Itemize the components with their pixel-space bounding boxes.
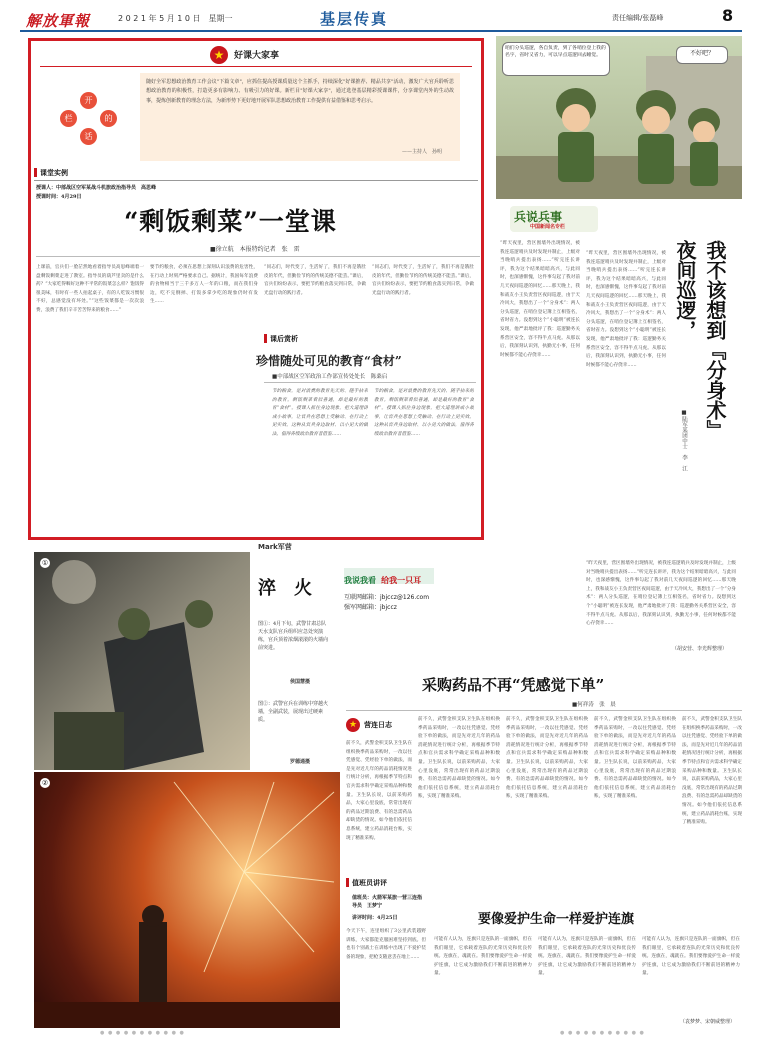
article-byline: ■徐立航 本报特约记者 张 雷: [210, 246, 300, 253]
opening-char: 的: [100, 110, 117, 127]
photo-1-caption: 图①：4月下旬，武警甘肃总队天水支队官兵组织应急处突演练，官兵顶着浓烟滚滚的火墙向前突进。: [258, 621, 328, 651]
drug-article-title: 采购药品不再“凭感觉下单”: [422, 676, 605, 694]
contact-logo-text: 我说我看: [344, 575, 376, 585]
instructor-title: 要像爱护生命一样爱护连旗: [478, 912, 635, 927]
footer-decoration: ● ● ● ● ● ● ● ● ● ● ●: [560, 1030, 645, 1036]
soldiers-talk-body-col2: “昨天夜里，营区围墙外出现情况，被我连巡逻哨兵及时发现并制止，上级对当晚哨兵提出表扬……”听完连长讲评，我为这个结果暗暗高兴，与此同时，也深感惭愧，这件事勾起了我对前几天夜间巡逻的回忆……那天晚上，我和战友小王负责营区夜间巡逻，由于天冷风大，我想出了一个“分身术”：两人分头巡逻，在哨位登记簿上互相签名，省时省力。没想到这个“小聪明”被连长发现，他严肃地批评了我：巡逻勤务关系营区安全，容不得半点马虎。从那以后，我深刻认识到，执勤无小事，任何时候都不能心存侥幸……: [586, 251, 666, 368]
drug-article-body-col5: 前不久，武警金积支队卫生队在组织换季药品采购时，一改以往凭感觉、凭经验下单的做法，而是先对近几年的药品消耗情况进行统计分析，再根据季节特点和官兵需求科学确定采购品种和数量。卫生队长说，以前采购药品，大家心里没底，常常出现有的药品过期浪费、有的急需药品却缺货的情况。如今他们依托信息系统，建立药品消耗台账，实现了精准采购。: [682, 717, 742, 826]
soldiers-talk-headline-2: [702, 240, 742, 530]
page-number: 8: [722, 6, 734, 25]
mark-title: 淬 火: [258, 578, 312, 599]
class-time-line: 授课时间：4月29日: [36, 194, 82, 200]
photo-2-credit: 罗德通摄: [290, 759, 311, 765]
divider: [34, 180, 478, 181]
section-title: 基层传真: [320, 10, 389, 28]
opening-badge: [60, 92, 116, 148]
contact-email[interactable]: 互联网邮箱：jbjccz@126.com: [344, 594, 430, 601]
soldiers-talk-logo-box: [510, 206, 598, 232]
speech-bubble-right: 不好吧？: [676, 46, 728, 64]
fire-training-photo: [34, 772, 340, 1028]
drug-article-byline: ■何祥涛 张 晨: [572, 702, 616, 708]
opening-char: 栏: [60, 110, 77, 127]
drug-article-tag: 营连日志: [364, 721, 392, 729]
teacher-line: 授课人：中部战区空军某战斗机旅政治指导员 高思峰: [36, 185, 157, 191]
sub-article-byline: ■中部战区空军政治工作部宣传处处长 陈桑启: [272, 374, 388, 380]
footer-decoration: ● ● ● ● ● ● ● ● ● ● ●: [100, 1030, 185, 1036]
headline-line2: 我不该想到『分身术』: [703, 240, 727, 440]
tag-after-class: 课后赏析: [270, 335, 298, 343]
sub-article-title: 珍惜随处可见的教育“食材”: [256, 354, 402, 368]
instructor-tag: 值班员讲评: [352, 879, 387, 887]
issue-date: 2 0 2 1 年 5 月 1 0 日 星期一: [118, 14, 233, 23]
opening-char: 开: [80, 92, 97, 109]
soldiers-talk-signature: （胡安营、李光辉整理）: [672, 646, 728, 652]
drug-article-body-col2: 前不久，武警金积支队卫生队在组织换季药品采购时，一改以往凭感觉、凭经验下单的做法，而是先对近几年的药品消耗情况进行统计分析，再根据季节特点和官兵需求科学确定采购品种和数量。卫生队长说，以前采购药品，大家心里没底，常常出现有的药品过期浪费、有的急需药品却缺货的情况。如今他们依托信息系统，建立药品消耗台账，实现了精准采购。: [418, 717, 500, 800]
article-title: “剩饭剩菜”一堂课: [124, 207, 337, 236]
divider: [264, 382, 476, 383]
instructor-speaker: 值班员：火箭军某旅一营三连指导员 王梦宁: [352, 895, 423, 909]
contact-logo: [344, 568, 434, 584]
contact-army-email[interactable]: 强军网邮箱：jbjccz: [344, 604, 397, 611]
instructor-body-col3: 可能有人认为，连旗只是连队的一面旗帜，但在我们眼里，它承载着连队的光荣历史和优良传统。连旗在，魂就在。我们要像爱护生命一样爱护连旗，让它成为激励我们不断前进的精神力量。: [538, 937, 636, 977]
drug-article-body-col3: 前不久，武警金积支队卫生队在组织换季药品采购时，一改以往凭感觉、凭经验下单的做法，而是先对近几年的药品消耗情况进行统计分析，再根据季节特点和官兵需求科学确定采购品种和数量。卫生队长说，以前采购药品，大家心里没底，常常出现有的药品过期浪费、有的急需药品却缺货的情况。如今他们依托信息系统，建立药品消耗台账，实现了精准采购。: [506, 717, 588, 800]
article-body-col2: 要节约粮食，必须在思想上深刻认识浪费的危害性，在行动上时刻严格要求自己。据统计，我国每年浪费的食物相当于三千多万人一年的口粮，而在我们身边，吃不完倒掉、打饭多拿少吃的现象仍时有发生……: [150, 265, 258, 305]
opening-signature: ——主持人 孙明: [402, 149, 443, 155]
cartoon-photo: [496, 36, 742, 199]
instructor-signature: （袁梦梦、宋朝威整理）: [680, 1019, 736, 1025]
soldiers-talk-logo: 兵说兵事: [514, 210, 563, 224]
divider: [36, 256, 480, 257]
soldiers-talk-author: ■陆军某团中士 李 江: [681, 410, 687, 471]
tag-class-example: 课堂实例: [40, 169, 68, 177]
photo-1: [34, 552, 250, 770]
photo-1-credit: 侯国慧摄: [290, 679, 311, 685]
contact-logo-text-2: 给我一只耳: [381, 575, 422, 585]
instructor-time: 讲评时间：4月25日: [352, 915, 398, 921]
drug-article-body-col1: 前不久，武警金积支队卫生队在组织换季药品采购时，一改以往凭感觉、凭经验下单的做法，而是先对近几年的药品消耗情况进行统计分析，再根据季节特点和官兵需求科学确定采购品种和数量。卫生队长说，以前采购药品，大家心里没底，常常出现有的药品过期浪费、有的急需药品却缺货的情况。如今他们依托信息系统，建立药品消耗台账，实现了精准采购。: [346, 741, 412, 841]
banner-divider: [40, 66, 472, 67]
opening-char: 话: [80, 128, 97, 145]
star-icon: ★: [346, 718, 360, 732]
article-body-col3: “同志们，时代变了，生活好了，我们不再是饿肚皮的年代，但勤俭节约的传统美德不能丢。”课后，官兵们纷纷表示，要把节约粮食落实到日常，争做光盘行动的践行者。: [264, 265, 366, 296]
article-body-col1: 上课前，官兵们一脸茫然地看着指导员高思峰端着一盘剩饭剩菜走进了教室。指导员的葫芦里卖的是什么药？“大家吃得咽好这种不平常的饭菜怎么样？饱饭得很美味，有时有一些人拍起桌子，有的人吃饭习惯很不好，总感觉没有坏处。”“这些饭菜都是一次次浪费，浪费了我们辛辛苦苦得来的粮食……”: [36, 265, 144, 313]
tag-marker: [34, 168, 37, 177]
editor-credit: 责任编辑/张磊峰: [612, 14, 664, 22]
sub-article-body-col2: 节约粮食，是对浪费的教育先天的、随手拈来的教育。剩饭剩菜看似普通，却是最好的教育“食材”。授课人抓住身边现象，把大道理讲成小故事，让官兵在思想上受触动、在行动上见实效。这种从官兵身边取材、以小见大的做法，值得各级政治教育者借鉴……: [374, 389, 474, 437]
soldiers-shield-photo: [34, 552, 250, 770]
instructor-body: 今天下午，连里组织了3公里武装越野训练，大家都能克服困难坚持到底。但也有个别战士在训练中出现了不爱护装备的现象，把枪支随意丢在地上……: [346, 929, 426, 960]
headline-line1: 夜间巡逻，: [673, 240, 697, 340]
instructor-body-col2: 可能有人认为，连旗只是连队的一面旗帜，但在我们眼里，它承载着连队的光荣历史和优良传统。连旗在，魂就在。我们要像爱护生命一样爱护连旗，让它成为激励我们不断前进的精神力量。: [434, 937, 532, 977]
divider: [346, 710, 742, 711]
star-icon: ★: [210, 46, 228, 64]
photo-2-number: ②: [41, 779, 49, 787]
soldiers-talk-body-col3: “昨天夜里，营区围墙外出现情况，被我连巡逻哨兵及时发现并制止，上级对当晚哨兵提出表扬……”听完连长讲评，我为这个结果暗暗高兴，与此同时，也深感惭愧，这件事勾起了我对前几天夜间巡逻的回忆……那天晚上，我和战友小王负责营区夜间巡逻，由于天冷风大，我想出了一个“分身术”：两人分头巡逻，在哨位登记簿上互相签名，省时省力。没想到这个“小聪明”被连长发现，他严肃地批评了我：巡逻勤务关系营区安全，容不得半点马虎。从那以后，我深刻认识到，执勤无小事，任何时候都不能心存侥幸……: [586, 561, 736, 627]
sub-article-body-col1: 节约粮食，是对浪费的教育先天的、随手拈来的教育。剩饭剩菜看似普通，却是最好的教育“食材”。授课人抓住身边现象，把大道理讲成小故事，让官兵在思想上受触动、在行动上见实效。这种从官兵身边取材、以小见大的做法，值得各级政治教育者借鉴……: [272, 389, 368, 437]
photo-2: [34, 772, 340, 1028]
soldiers-talk-sub: 中国新闻名专栏: [530, 224, 566, 230]
photo-2-caption: 图②：武警官兵在训练中穿越火墙，全副武装，展现出过硬素质。: [258, 701, 328, 723]
header-rule: [20, 30, 742, 32]
tag-marker: [346, 878, 349, 887]
mark-tag: Mark军营: [258, 543, 292, 551]
opening-text: 随好全军思想政治教育工作会议"下篇文章"，应抓住提高授课质量这个主抓手，持续深化"好课推荐、精品共享"活动，激发广大官兵聆听思想政治教育的积极性，打造更多有影响力、有吸引力的好课。新栏目"好课大家享"，通过选登基层精彩授课课件，分享课堂内外的生动故事，提炼创新教育的理念方法，为新形势下更好地开展军队思想政治教育工作提供有益借鉴和思考启示。: [146, 79, 454, 104]
photo-1-number: ①: [41, 559, 49, 567]
masthead: 解放軍報: [26, 12, 91, 30]
article-body-col4: “同志们，时代变了，生活好了，我们不再是饿肚皮的年代，但勤俭节约的传统美德不能丢。”课后，官兵们纷纷表示，要把节约粮食落实到日常，争做光盘行动的践行者。: [372, 265, 474, 296]
instructor-body-col4: 可能有人认为，连旗只是连队的一面旗帜，但在我们眼里，它承载着连队的光荣历史和优良传统。连旗在，魂就在。我们要像爱护生命一样爱护连旗，让它成为激励我们不断前进的精神力量。: [642, 937, 740, 977]
soldiers-talk-body-col1: “昨天夜里，营区围墙外出现情况，被我连巡逻哨兵及时发现并制止，上级对当晚哨兵提出表扬……”听完连长讲评，我为这个结果暗暗高兴，与此同时，也深感惭愧，这件事勾起了我对前几天夜间巡逻的回忆……那天晚上，我和战友小王负责营区夜间巡逻，由于天冷风大，我想出了一个“分身术”：两人分头巡逻，在哨位登记簿上互相签名，省时省力。没想到这个“小聪明”被连长发现，他严肃地批评了我：巡逻勤务关系营区安全，容不得半点马虎。从那以后，我深刻认识到，执勤无小事，任何时候都不能心存侥幸……: [500, 241, 580, 358]
tag-marker: [264, 334, 267, 343]
feature-banner-title: 好课大家享: [234, 51, 280, 61]
speech-bubble-left: 咱们分头巡逻，各自负责，到了各哨位登上我的名字，省时又省力，可以早点巡逻回去睡觉。: [502, 42, 610, 76]
drug-article-body-col4: 前不久，武警金积支队卫生队在组织换季药品采购时，一改以往凭感觉、凭经验下单的做法，而是先对近几年的药品消耗情况进行统计分析，再根据季节特点和官兵需求科学确定采购品种和数量。卫生队长说，以前采购药品，大家心里没底，常常出现有的药品过期浪费、有的急需药品却缺货的情况。如今他们依托信息系统，建立药品消耗台账，实现了精准采购。: [594, 717, 676, 800]
